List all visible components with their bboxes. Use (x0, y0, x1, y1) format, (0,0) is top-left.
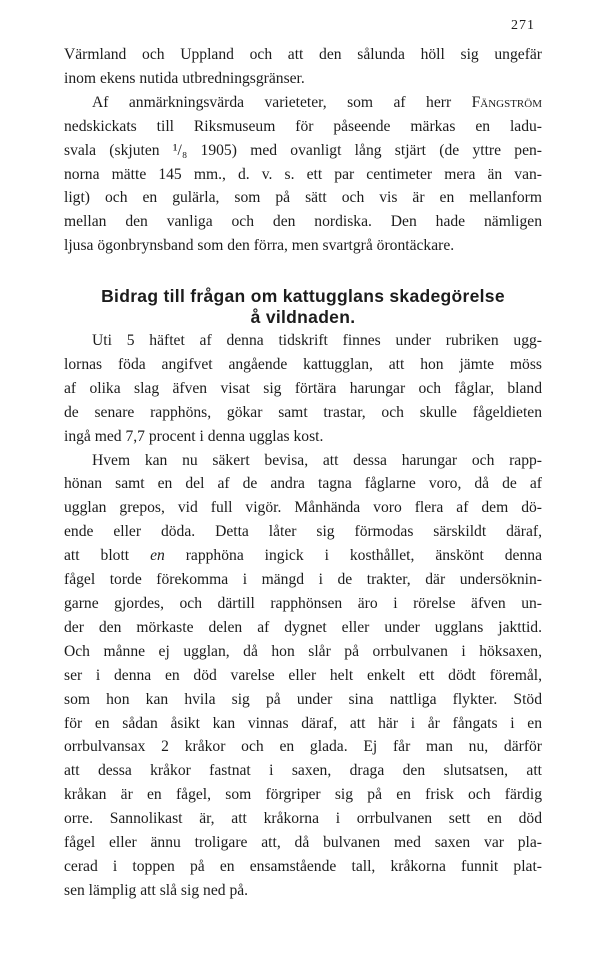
text-line: inom ekens nutida utbredningsgränser. (64, 69, 305, 87)
text-line: cerad i toppen på en ensamstående tall, kråkorna funnit plat- (64, 857, 542, 875)
text-line: der den mörkaste delen af dygnet eller under ugglans jakttid. (64, 618, 542, 636)
text-line: ser i denna en död varelse eller helt enkelt ett dödt föremål, (64, 666, 542, 684)
text-line: orre. Sannolikast är, att kråkorna i orrbulvanen sett en död (64, 810, 542, 828)
text-line: för en sådan åsikt kan vinnas däraf, att här i år fångats i en (64, 714, 542, 732)
text-line: nedskickats till Riksmuseum för påseende märkas en ladu- (64, 117, 542, 135)
text-line: af olika slag äfven visat sig förtära harungar och fåglar, bland (64, 379, 542, 397)
text-line: garne gjordes, och därtill rapphönsen äro i rörelse äfven un- (64, 594, 542, 612)
article-continuation (64, 43, 542, 258)
text-fragment: att blott (64, 547, 151, 565)
text-line: att dessa kråkor fastnat i saxen, draga den slutsatsen, att (64, 762, 542, 780)
text-line: de senare rapphöns, gökar samt trastar, och skulle fågeldieten (64, 403, 542, 421)
text-line: lornas föda angifvet angående kattugglan, att hon jämte möss (64, 355, 542, 373)
text-line: ingå med 7,7 procent i denna ugglas kost. (64, 427, 324, 445)
text-line: Värmland och Uppland och att den sålunda höll sig ungefär (64, 46, 542, 63)
text-fragment: Af anmärkningsvärda varieteter, som af herr (92, 93, 472, 111)
emphasis: en (150, 547, 165, 565)
text-line: sen lämplig att slå sig ned på. (64, 881, 249, 899)
text-line (64, 91, 542, 115)
text-line: Hvem kan nu säkert bevisa, att dessa harungar och rapp- (92, 451, 542, 469)
text-line: orrbulvansax 2 kråkor och en glada. Ej får man nu, därför (64, 738, 542, 756)
text-line: som hon kan hvila sig på under sina nattliga flykter. Stöd (64, 690, 542, 708)
text-line: mellan den vanliga och den nordiska. Den hade nämligen (64, 213, 542, 231)
text-line: ligt) och en gulärla, som på sätt och vis är en mellanform (64, 189, 542, 207)
heading-line: å vildnaden. (250, 307, 356, 327)
text-line: Uti 5 häftet af denna tidskrift finnes under rubriken ugg- (92, 332, 542, 349)
section-heading (64, 286, 542, 328)
text-line: ugglan grepos, vid full vigör. Månhända voro flera af dem dö- (64, 499, 542, 517)
text-line: hönan samt en del af de andra tagna fåglarne voro, då de af (64, 475, 542, 493)
text-line: svala (skjuten ¹/₈ 1905) med ovanligt lång stjärt (de yttre pen- (64, 141, 542, 159)
person-name: Fängström (471, 93, 542, 111)
page-number: 271 (511, 18, 535, 33)
article-body (64, 329, 542, 903)
text-line: ende eller döda. Detta låter sig förmodas särskildt däraf, (64, 523, 542, 541)
text-line (64, 544, 542, 568)
text-fragment: rapphöna ingick i kosthållet, änskönt denna (164, 547, 542, 565)
text-line: Och månne ej ugglan, då hon slår på orrbulvanen i höksaxen, (64, 642, 542, 660)
text-line: kråkan är en fågel, som förgriper sig på en frisk och färdig (64, 786, 542, 804)
text-line: norna mätte 145 mm., d. v. s. ett par centimeter mera än van- (64, 165, 542, 183)
heading-line: Bidrag till frågan om kattugglans skadegörelse (101, 286, 505, 306)
text-line: fågel torde förekomma i mängd i de trakter, där undersöknin- (64, 571, 542, 589)
text-line: fågel eller ännu troligare att, då bulvanen med saxen var pla- (64, 834, 542, 852)
text-line: ljusa ögonbrynsband som den förra, men svartgrå örontäckare. (64, 237, 455, 255)
